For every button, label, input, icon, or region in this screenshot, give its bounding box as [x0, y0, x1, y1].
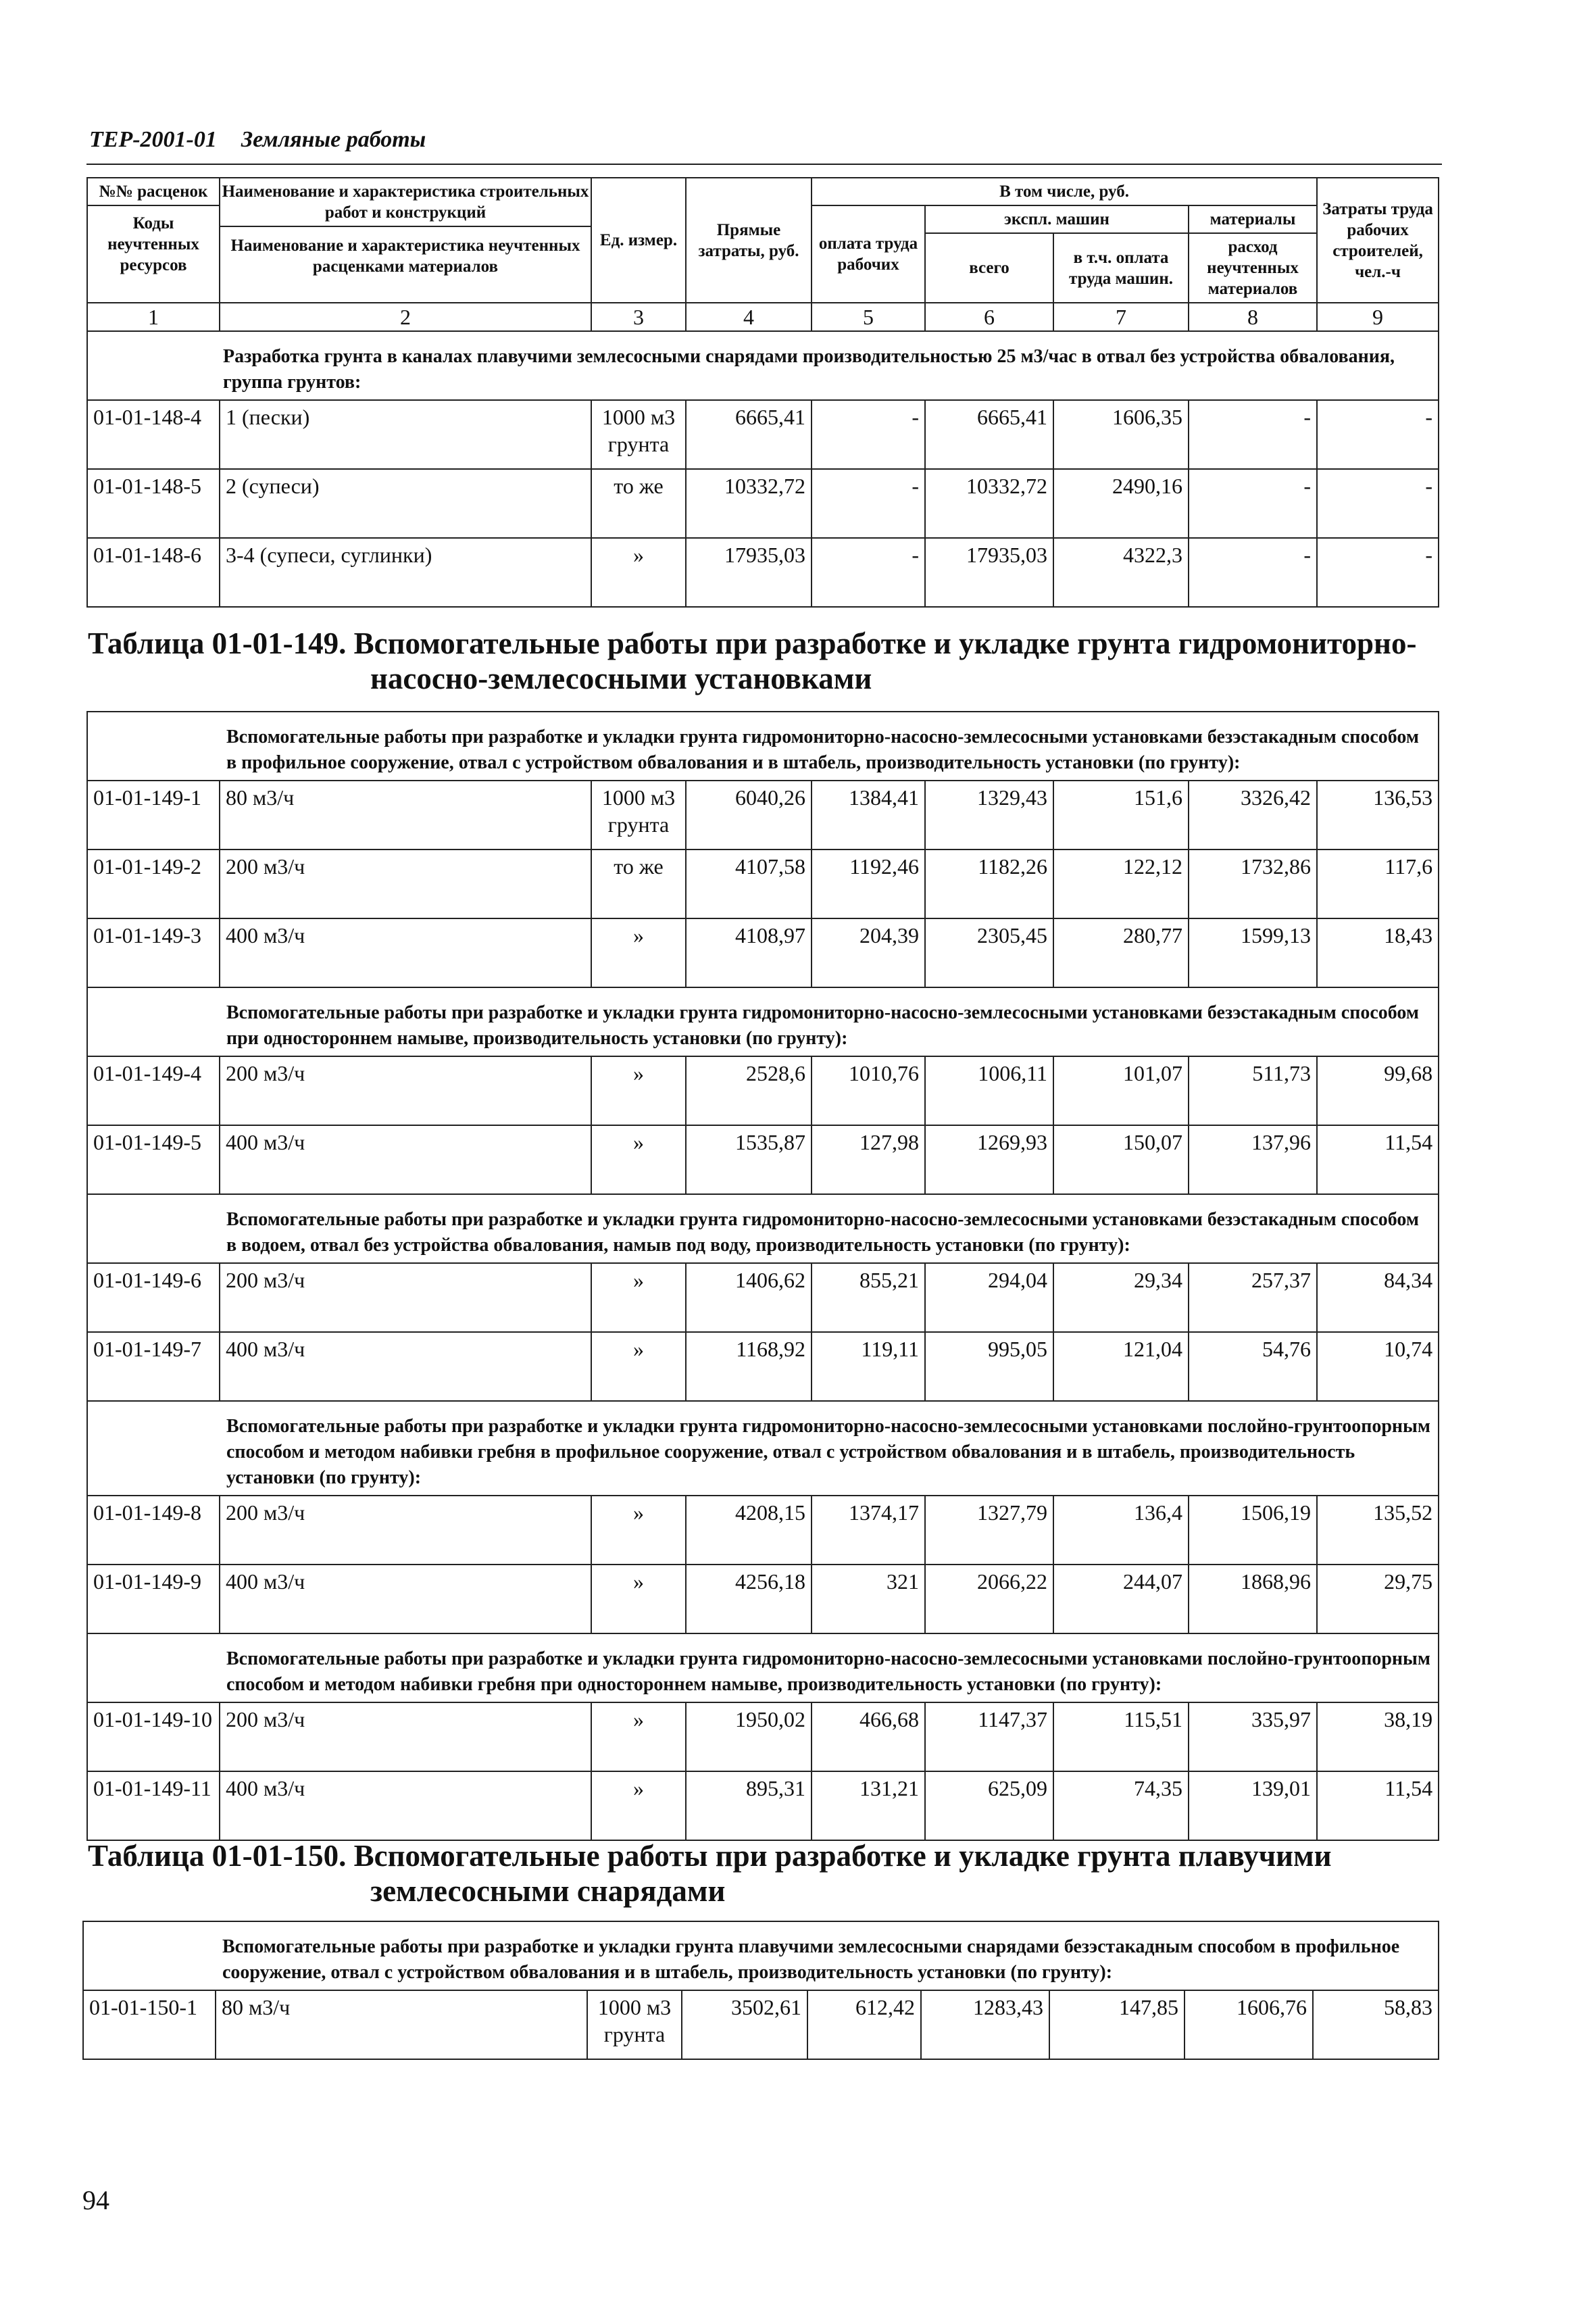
table-row [87, 469, 1439, 538]
header-machines-labor: в т.ч. оплата труда машин. [1053, 233, 1189, 303]
table-150-caption [88, 1838, 1332, 1909]
running-head-title: Земляные работы [241, 127, 426, 152]
rate-code-cell: 01-01-149-10 [87, 1702, 220, 1771]
table-row [87, 850, 1439, 918]
direct-cost-cell: 2528,6 [686, 1056, 812, 1125]
direct-cost-cell: 4108,97 [686, 918, 812, 987]
machines-labor-cell: 29,34 [1053, 1263, 1189, 1332]
labor-pay-cell: 1374,17 [812, 1496, 925, 1565]
work-name-cell: 400 м3/ч [220, 1565, 591, 1633]
labor-hours-cell: - [1317, 469, 1439, 538]
unit-cell: » [591, 1125, 686, 1194]
rate-code-cell: 01-01-149-9 [87, 1565, 220, 1633]
materials-cell: 335,97 [1189, 1702, 1317, 1771]
caption-line-1: Таблица 01-01-149. Вспомогательные работы при разработке и укладке грунта гидромониторно- [88, 626, 1417, 660]
materials-cell: 1506,19 [1189, 1496, 1317, 1565]
materials-cell: - [1189, 538, 1317, 607]
unit-cell: то же [591, 469, 686, 538]
machines-labor-cell: 4322,3 [1053, 538, 1189, 607]
labor-pay-cell: 321 [812, 1565, 925, 1633]
rate-code-cell: 01-01-149-8 [87, 1496, 220, 1565]
table-row [83, 1990, 1439, 2059]
labor-hours-cell: 29,75 [1317, 1565, 1439, 1633]
machines-labor-cell: 244,07 [1053, 1565, 1189, 1633]
materials-cell: - [1189, 400, 1317, 469]
header-machines: экспл. машин [925, 205, 1189, 233]
table-row [87, 1332, 1439, 1401]
header-name [220, 178, 591, 303]
machines-labor-cell: 151,6 [1053, 781, 1189, 850]
labor-pay-cell: - [812, 400, 925, 469]
table-row [87, 781, 1439, 850]
labor-hours-cell: - [1317, 538, 1439, 607]
machines-labor-cell: 101,07 [1053, 1056, 1189, 1125]
caption-line-2: насосно-землесосными установками [370, 662, 872, 695]
labor-pay-cell: 1010,76 [812, 1056, 925, 1125]
work-name-cell: 2 (супеси) [220, 469, 591, 538]
labor-pay-cell: 119,11 [812, 1332, 925, 1401]
labor-pay-cell: 466,68 [812, 1702, 925, 1771]
section-4 [87, 1401, 1439, 1496]
work-name-cell: 80 м3/ч [220, 781, 591, 850]
table-150 [82, 1921, 1439, 2060]
table-row [87, 400, 1439, 469]
unit-cell: » [591, 538, 686, 607]
header-group: В том числе, руб. [812, 178, 1317, 205]
column-number: 9 [1317, 303, 1439, 331]
rate-code-cell: 01-01-148-4 [87, 400, 220, 469]
caption-line-2: землесосными снарядами [370, 1874, 726, 1908]
section-title: Вспомогательные работы при разработке и укладки грунта гидромониторно-насосно-землесосными установками послойно-грунтоопорным способом и методом набивки гребня в профильное сооружение, отвал с устройством обвалования и в штабель, производительность установки (по грунту): [87, 1401, 1439, 1496]
labor-pay-cell: 127,98 [812, 1125, 925, 1194]
materials-cell: 1732,86 [1189, 850, 1317, 918]
work-name-cell: 200 м3/ч [220, 1056, 591, 1125]
labor-hours-cell: 99,68 [1317, 1056, 1439, 1125]
section-row [87, 331, 1439, 400]
labor-hours-cell: 136,53 [1317, 781, 1439, 850]
labor-pay-cell: 204,39 [812, 918, 925, 987]
table-148 [86, 177, 1439, 608]
table-row [87, 1263, 1439, 1332]
direct-cost-cell: 895,31 [686, 1771, 812, 1840]
machines-labor-cell: 74,35 [1053, 1771, 1189, 1840]
caption-line-1: Таблица 01-01-150. Вспомогательные работы при разработке и укладке грунта плавучими [88, 1839, 1332, 1873]
header-machines-total: всего [925, 233, 1053, 303]
direct-cost-cell: 6040,26 [686, 781, 812, 850]
section-title: Вспомогательные работы при разработке и укладки грунта гидромониторно-насосно-землесосными установками безэстакадным способом в профильное сооружение, отвал с устройством обвалования и в штабель, производительность установки (по грунту): [87, 712, 1439, 781]
labor-hours-cell: 10,74 [1317, 1332, 1439, 1401]
labor-pay-cell: 855,21 [812, 1263, 925, 1332]
materials-cell: 3326,42 [1189, 781, 1317, 850]
direct-cost-cell: 6665,41 [686, 400, 812, 469]
column-number: 2 [220, 303, 591, 331]
machines-labor-cell: 2490,16 [1053, 469, 1189, 538]
machines-labor-cell: 1606,35 [1053, 400, 1189, 469]
header-direct-cost: Прямые затраты, руб. [686, 178, 812, 303]
unit-cell: » [591, 1332, 686, 1401]
section-title: Вспомогательные работы при разработке и укладки грунта гидромониторно-насосно-землесосными установками безэстакадным способом при одностороннем намыве, производительность установки (по грунту): [87, 987, 1439, 1056]
materials-cell: - [1189, 469, 1317, 538]
machines-total-cell: 2066,22 [925, 1565, 1053, 1633]
work-name-cell: 80 м3/ч [216, 1990, 587, 2059]
column-number: 6 [925, 303, 1053, 331]
direct-cost-cell: 1950,02 [686, 1702, 812, 1771]
section-5 [87, 1633, 1439, 1702]
rate-rows [83, 1990, 1439, 2059]
labor-pay-cell: 612,42 [807, 1990, 921, 2059]
materials-cell: 1868,96 [1189, 1565, 1317, 1633]
header-rule [86, 164, 1442, 165]
section-3 [87, 1194, 1439, 1263]
materials-cell: 139,01 [1189, 1771, 1317, 1840]
direct-cost-cell: 1168,92 [686, 1332, 812, 1401]
work-name-cell: 200 м3/ч [220, 1496, 591, 1565]
unit-cell: то же [591, 850, 686, 918]
machines-total-cell: 995,05 [925, 1332, 1053, 1401]
rate-code-cell: 01-01-149-4 [87, 1056, 220, 1125]
running-head-code: ТЕР-2001-01 [89, 127, 217, 152]
column-number: 7 [1053, 303, 1189, 331]
section-title: Вспомогательные работы при разработке и укладки грунта гидромониторно-насосно-землесосными установками послойно-грунтоопорным способом и методом набивки гребня при одностороннем намыве, производительность установки (по грунту): [87, 1633, 1439, 1702]
unit-cell: » [591, 1263, 686, 1332]
table-row [87, 1702, 1439, 1771]
labor-hours-cell: 135,52 [1317, 1496, 1439, 1565]
labor-hours-cell: 11,54 [1317, 1125, 1439, 1194]
column-number: 4 [686, 303, 812, 331]
materials-cell: 1599,13 [1189, 918, 1317, 987]
materials-cell: 137,96 [1189, 1125, 1317, 1194]
machines-labor-cell: 136,4 [1053, 1496, 1189, 1565]
work-name-cell: 3-4 (супеси, суглинки) [220, 538, 591, 607]
section-title: Вспомогательные работы при разработке и укладки грунта гидромониторно-насосно-землесосными установками безэстакадным способом в водоем, отвал без устройства обвалования, намыв под воду, производительность установки (по грунту): [87, 1194, 1439, 1263]
work-name-cell: 400 м3/ч [220, 1771, 591, 1840]
header-unit: Ед. измер. [591, 178, 686, 303]
table-149 [86, 711, 1439, 1841]
machines-labor-cell: 122,12 [1053, 850, 1189, 918]
materials-cell: 54,76 [1189, 1332, 1317, 1401]
rate-rows [87, 1056, 1439, 1194]
header-name-label: Наименование и характеристика строительных работ и конструкций [220, 181, 591, 227]
table-row [87, 538, 1439, 607]
work-name-cell: 400 м3/ч [220, 1125, 591, 1194]
machines-total-cell: 1327,79 [925, 1496, 1053, 1565]
rate-code-cell: 01-01-148-5 [87, 469, 220, 538]
work-name-cell: 400 м3/ч [220, 1332, 591, 1401]
machines-total-cell: 625,09 [925, 1771, 1053, 1840]
machines-total-cell: 17935,03 [925, 538, 1053, 607]
header-rate-number [87, 178, 220, 303]
labor-pay-cell: 131,21 [812, 1771, 925, 1840]
machines-labor-cell: 115,51 [1053, 1702, 1189, 1771]
unit-cell: 1000 м3 грунта [591, 781, 686, 850]
labor-pay-cell: - [812, 469, 925, 538]
section-title: Вспомогательные работы при разработке и укладки грунта плавучими землесосными снарядами безэстакадным способом в профильное сооружение, отвал с устройством обвалования и в штабель, производительность установки (по грунту): [83, 1921, 1439, 1990]
rate-rows [87, 400, 1439, 607]
labor-hours-cell: 117,6 [1317, 850, 1439, 918]
labor-pay-cell: 1192,46 [812, 850, 925, 918]
work-name-cell: 400 м3/ч [220, 918, 591, 987]
machines-total-cell: 2305,45 [925, 918, 1053, 987]
rate-code-cell: 01-01-149-1 [87, 781, 220, 850]
rate-rows [87, 1496, 1439, 1633]
section-2 [87, 987, 1439, 1056]
page-number: 94 [82, 2185, 109, 2215]
table-row [87, 1771, 1439, 1840]
machines-total-cell: 10332,72 [925, 469, 1053, 538]
rate-rows [87, 1702, 1439, 1840]
labor-hours-cell: 58,83 [1313, 1990, 1439, 2059]
header-material-usage: расход неучтенных материалов [1189, 233, 1317, 303]
unit-cell: » [591, 1702, 686, 1771]
table-row [87, 1565, 1439, 1633]
header-materials: материалы [1189, 205, 1317, 233]
table-row [87, 1125, 1439, 1194]
header-materials-label: Наименование и характеристика неучтенных расценками материалов [230, 237, 580, 276]
section-1 [83, 1921, 1439, 1990]
direct-cost-cell: 4256,18 [686, 1565, 812, 1633]
machines-labor-cell: 147,85 [1049, 1990, 1184, 2059]
column-number: 5 [812, 303, 925, 331]
machines-labor-cell: 150,07 [1053, 1125, 1189, 1194]
rate-code-cell: 01-01-149-3 [87, 918, 220, 987]
column-number: 3 [591, 303, 686, 331]
table-row [87, 1056, 1439, 1125]
column-number: 1 [87, 303, 220, 331]
materials-cell: 1606,76 [1184, 1990, 1313, 2059]
table-row [87, 918, 1439, 987]
column-numbers-row [87, 303, 1439, 331]
direct-cost-cell: 10332,72 [686, 469, 812, 538]
materials-cell: 257,37 [1189, 1263, 1317, 1332]
direct-cost-cell: 1535,87 [686, 1125, 812, 1194]
labor-hours-cell: 11,54 [1317, 1771, 1439, 1840]
section-1 [87, 712, 1439, 781]
table-149-caption [88, 626, 1416, 696]
rate-code-cell: 01-01-149-6 [87, 1263, 220, 1332]
header-labor-pay: оплата труда рабочих [812, 205, 925, 303]
rate-code-cell: 01-01-149-2 [87, 850, 220, 918]
machines-total-cell: 294,04 [925, 1263, 1053, 1332]
machines-labor-cell: 121,04 [1053, 1332, 1189, 1401]
rate-rows [87, 1263, 1439, 1401]
work-name-cell: 200 м3/ч [220, 850, 591, 918]
direct-cost-cell: 4208,15 [686, 1496, 812, 1565]
direct-cost-cell: 1406,62 [686, 1263, 812, 1332]
running-head [89, 127, 426, 153]
labor-hours-cell: 84,34 [1317, 1263, 1439, 1332]
machines-total-cell: 1182,26 [925, 850, 1053, 918]
rate-code-cell: 01-01-149-5 [87, 1125, 220, 1194]
machines-total-cell: 1329,43 [925, 781, 1053, 850]
rate-code-cell: 01-01-150-1 [83, 1990, 216, 2059]
labor-pay-cell: - [812, 538, 925, 607]
rate-code-cell: 01-01-148-6 [87, 538, 220, 607]
labor-pay-cell: 1384,41 [812, 781, 925, 850]
machines-total-cell: 1147,37 [925, 1702, 1053, 1771]
machines-total-cell: 1283,43 [921, 1990, 1049, 2059]
machines-total-cell: 6665,41 [925, 400, 1053, 469]
direct-cost-cell: 3502,61 [682, 1990, 807, 2059]
header-resource-codes-label: Коды неучтенных ресурсов [107, 214, 199, 274]
work-name-cell: 200 м3/ч [220, 1263, 591, 1332]
unit-cell: » [591, 1771, 686, 1840]
unit-cell: » [591, 1565, 686, 1633]
unit-cell: » [591, 918, 686, 987]
unit-cell: » [591, 1056, 686, 1125]
direct-cost-cell: 4107,58 [686, 850, 812, 918]
machines-labor-cell: 280,77 [1053, 918, 1189, 987]
column-number: 8 [1189, 303, 1317, 331]
unit-cell: 1000 м3 грунта [587, 1990, 682, 2059]
materials-cell: 511,73 [1189, 1056, 1317, 1125]
machines-total-cell: 1006,11 [925, 1056, 1053, 1125]
direct-cost-cell: 17935,03 [686, 538, 812, 607]
unit-cell: 1000 м3 грунта [591, 400, 686, 469]
machines-total-cell: 1269,93 [925, 1125, 1053, 1194]
unit-cell: » [591, 1496, 686, 1565]
work-name-cell: 200 м3/ч [220, 1702, 591, 1771]
rate-rows [87, 781, 1439, 987]
labor-hours-cell: 38,19 [1317, 1702, 1439, 1771]
labor-hours-cell: 18,43 [1317, 918, 1439, 987]
work-name-cell: 1 (пески) [220, 400, 591, 469]
rate-code-cell: 01-01-149-7 [87, 1332, 220, 1401]
labor-hours-cell: - [1317, 400, 1439, 469]
section-title: Разработка грунта в каналах плавучими землесосными снарядами производительностью 25 м3/час в отвал без устройства обвалования, группа грунтов: [87, 331, 1439, 400]
table-row [87, 1496, 1439, 1565]
header-row-1 [87, 178, 1439, 205]
header-labor-hours: Затраты труда рабочих строителей, чел.-ч [1317, 178, 1439, 303]
rate-code-cell: 01-01-149-11 [87, 1771, 220, 1840]
header-rate-number-label: №№ расценок [88, 181, 219, 206]
